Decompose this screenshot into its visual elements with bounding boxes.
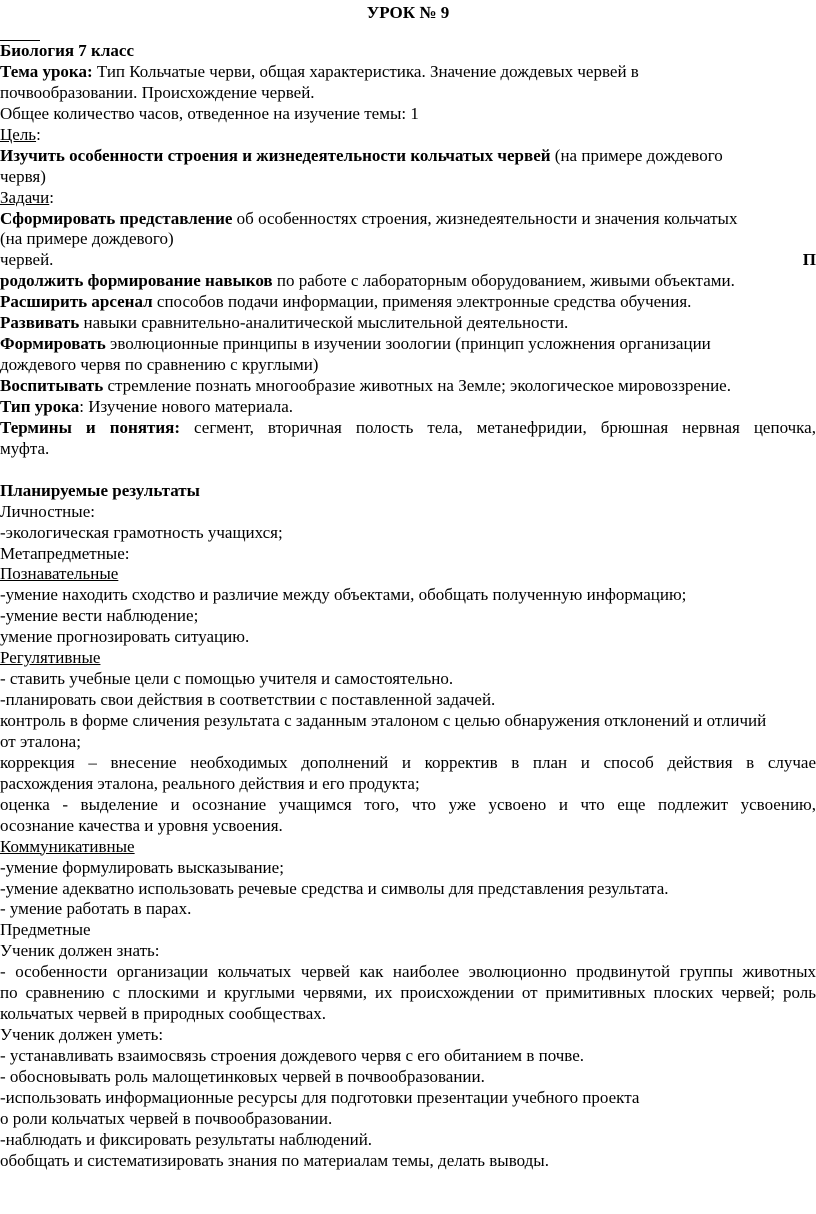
text-line bbox=[0, 983, 816, 1004]
text-line bbox=[0, 1130, 816, 1151]
text: навыки сравнительно-аналитической мыслительной деятельности. bbox=[79, 313, 569, 333]
text: Предметные bbox=[0, 920, 91, 940]
text-line bbox=[0, 1004, 816, 1025]
text-line bbox=[0, 753, 816, 774]
text: расхождения эталона, реального действия и его продукта; bbox=[0, 773, 420, 793]
text-line bbox=[0, 188, 816, 209]
text-line bbox=[0, 648, 816, 669]
text-line bbox=[0, 1109, 816, 1130]
text-line bbox=[0, 795, 816, 816]
text: сегмент, вторичная полость тела, метанефридии, брюшная нервная цепочка, bbox=[180, 417, 816, 437]
text-line bbox=[0, 104, 816, 125]
text: кольчатых червей в природных сообществах. bbox=[0, 1004, 327, 1024]
text: осознание качества и уровня усвоения. bbox=[0, 815, 283, 835]
text: Тип Кольчатые черви, общая характеристика. Значение дождевых червей в bbox=[92, 61, 639, 81]
text: дождевого червя по сравнению с круглыми) bbox=[0, 355, 319, 375]
text: Ученик должен знать: bbox=[0, 941, 160, 961]
text: коррекция – внесение необходимых дополнений и корректив в план и способ действия в случае bbox=[0, 752, 816, 772]
bold-text: Сформировать представление bbox=[0, 208, 233, 228]
text-line bbox=[0, 1067, 816, 1088]
text: : bbox=[49, 187, 54, 207]
text-line bbox=[0, 271, 816, 292]
text-line bbox=[0, 146, 816, 167]
text: Метапредметные: bbox=[0, 543, 130, 563]
text: способов подачи информации, применяя электронные средства обучения. bbox=[152, 292, 692, 312]
text: -наблюдать и фиксировать результаты наблюдений. bbox=[0, 1129, 373, 1149]
text-line bbox=[0, 816, 816, 837]
page-title: УРОК № 9 bbox=[366, 3, 450, 22]
text-line bbox=[0, 41, 816, 62]
text: -экологическая грамотность учащихся; bbox=[0, 522, 283, 542]
text-line bbox=[0, 627, 816, 648]
text-line bbox=[0, 481, 816, 502]
text: умение прогнозировать ситуацию. bbox=[0, 627, 250, 647]
text-line bbox=[0, 879, 816, 900]
text-line bbox=[0, 334, 816, 355]
bold-text: Воспитывать bbox=[0, 376, 104, 395]
text: Личностные: bbox=[0, 501, 95, 521]
text-line bbox=[0, 732, 816, 753]
text-line bbox=[0, 62, 816, 83]
text: Общее количество часов, отведенное на изучение темы: 1 bbox=[0, 103, 419, 123]
bold-text: Тип урока bbox=[0, 396, 80, 416]
text-line bbox=[0, 858, 816, 879]
text-line bbox=[0, 167, 816, 188]
text-line bbox=[0, 523, 816, 544]
text-line bbox=[0, 711, 816, 732]
text-line bbox=[0, 250, 816, 271]
bold-text: Изучить особенности строения и жизнедеятельности кольчатых червей bbox=[0, 145, 551, 165]
underlined-heading: Познавательные bbox=[0, 564, 119, 584]
underlined-heading: Коммуникативные bbox=[0, 836, 135, 856]
text: червя) bbox=[0, 166, 46, 186]
text: -использовать информационные ресурсы для подготовки презентации учебного проекта bbox=[0, 1087, 640, 1107]
text-line bbox=[0, 209, 816, 230]
text-line bbox=[0, 941, 816, 962]
text: обобщать и систематизировать знания по материалам темы, делать выводы. bbox=[0, 1150, 549, 1170]
text: -умение находить сходство и различие между объектами, обобщать полученную информацию; bbox=[0, 585, 687, 605]
text-line bbox=[0, 418, 816, 439]
text: -умение адекватно использовать речевые средства и символы для представления результата. bbox=[0, 878, 669, 898]
bold-text: Биология 7 класс bbox=[0, 41, 134, 60]
bold-text: родолжить формирование навыков bbox=[0, 271, 273, 291]
text: (на примере дождевого) bbox=[0, 229, 174, 249]
text-line bbox=[0, 502, 816, 523]
text: - устанавливать взаимосвязь строения дождевого червя с его обитанием в почве. bbox=[0, 1046, 585, 1065]
text: муфта. bbox=[0, 438, 50, 458]
text: эволюционные принципы в изучении зоологии (принцип усложнения организации bbox=[105, 334, 711, 354]
text-line bbox=[0, 439, 816, 460]
text-line bbox=[0, 83, 816, 104]
text: об особенностях строения, жизнедеятельности и значения кольчатых bbox=[232, 208, 738, 228]
text: -умение вести наблюдение; bbox=[0, 606, 199, 626]
text-line bbox=[0, 899, 816, 920]
text: стремление познать многообразие животных на Земле; экологическое мировоззрение. bbox=[103, 376, 731, 395]
text: Ученик должен уметь: bbox=[0, 1025, 164, 1045]
text-line bbox=[0, 585, 816, 606]
text: -умение формулировать высказывание; bbox=[0, 857, 284, 877]
text-line bbox=[0, 1088, 816, 1109]
underlined-heading: Задачи bbox=[0, 187, 50, 207]
text: оценка - выделение и осознание учащимся того, что уже усвоено и что еще подлежит усвоению, bbox=[0, 794, 816, 814]
text: : Изучение нового материала. bbox=[79, 396, 294, 416]
text-line bbox=[0, 1046, 816, 1067]
text-line bbox=[0, 355, 816, 376]
text-line bbox=[0, 460, 816, 481]
text: - умение работать в парах. bbox=[0, 899, 192, 919]
underlined-heading: Регулятивные bbox=[0, 648, 101, 668]
text: : bbox=[36, 124, 41, 144]
text-line bbox=[0, 313, 816, 334]
document-body bbox=[0, 41, 816, 1172]
text: - обосновывать роль малощетинковых червей в почвообразовании. bbox=[0, 1066, 485, 1086]
bold-text: Планируемые результаты bbox=[0, 480, 200, 500]
text: - особенности организации кольчатых червей как наиболее эволюционно продвинутой группы животных bbox=[0, 962, 816, 982]
text: червей. bbox=[0, 250, 803, 270]
text-line bbox=[0, 397, 816, 418]
text: (на примере дождевого bbox=[550, 145, 723, 165]
text-line bbox=[0, 837, 816, 858]
bold-text: Развивать bbox=[0, 313, 80, 333]
text-line bbox=[0, 564, 816, 585]
text-line bbox=[0, 669, 816, 690]
text-line bbox=[0, 606, 816, 627]
text-line bbox=[0, 962, 816, 983]
text: по сравнению с плоскими и круглыми червями, их происхождении от примитивных плоских червей; роль bbox=[0, 983, 816, 1003]
bold-text: П bbox=[802, 250, 816, 270]
text: о роли кольчатых червей в почвообразовании. bbox=[0, 1108, 333, 1128]
underlined-heading: Цель bbox=[0, 124, 37, 144]
text-line bbox=[0, 376, 816, 397]
text-line bbox=[0, 774, 816, 795]
text: по работе с лабораторным оборудованием, живыми объектами. bbox=[272, 271, 735, 291]
text-line bbox=[0, 292, 816, 313]
text: контроль в форме сличения результата с заданным эталоном с целью обнаружения отклонений и отличий bbox=[0, 711, 767, 730]
text-line bbox=[0, 229, 816, 250]
text-line bbox=[0, 1151, 816, 1172]
text-line bbox=[0, 690, 816, 711]
text-line bbox=[0, 125, 816, 146]
text: почвообразовании. Происхождение червей. bbox=[0, 82, 315, 102]
bold-text: Термины и понятия: bbox=[0, 417, 181, 437]
text: -планировать свои действия в соответствии с поставленной задачей. bbox=[0, 690, 496, 710]
text-line bbox=[0, 544, 816, 565]
bold-text: Расширить арсенал bbox=[0, 292, 153, 312]
bold-text: Формировать bbox=[0, 334, 106, 354]
text: - ставить учебные цели с помощью учителя и самостоятельно. bbox=[0, 669, 454, 689]
text: от эталона; bbox=[0, 731, 81, 751]
text-line bbox=[0, 1025, 816, 1046]
text-line bbox=[0, 920, 816, 941]
bold-text: Тема урока: bbox=[0, 61, 93, 81]
